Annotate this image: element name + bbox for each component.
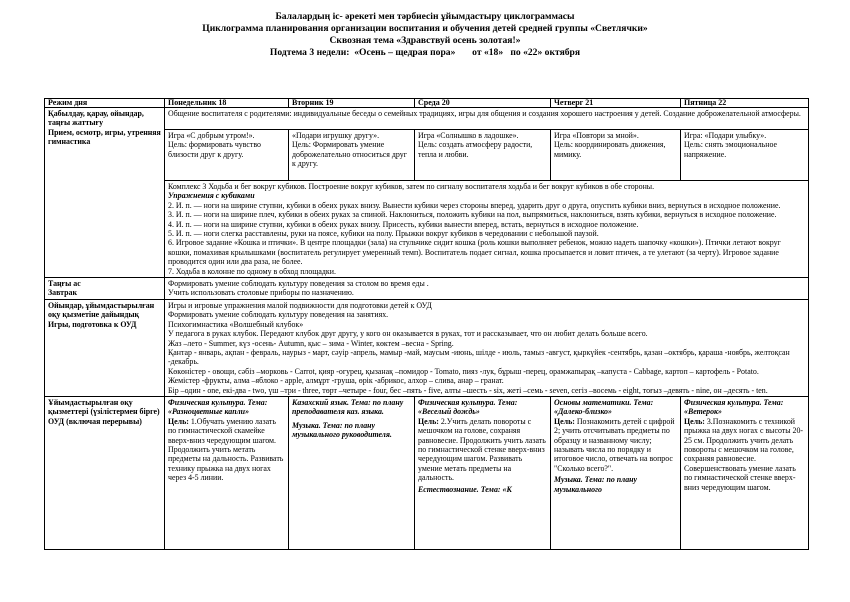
breakfast-label-ru: Завтрак	[48, 288, 78, 298]
game-name: Игра «С добрым утром!».	[168, 131, 255, 140]
prep-line: Жемістер -фрукты, алма –яблоко - apple, алмұрт -груша, өрік -абрикос, алхор – слива, анар – гранат.	[168, 376, 504, 386]
oud-monday	[165, 396, 289, 549]
oud-goal: Цель: 1.Обучать умению лазать по гимнастической скамейке вверх-вниз чередующим шагом. Продолжить учить метать предметы на дальность. Развивать технику прыжка на двух ногах через 4-5 линии.	[168, 416, 284, 483]
breakfast-cell	[165, 278, 809, 300]
breakfast-text: Формировать умение соблюдать культуру поведения за столом во время еды .	[168, 279, 429, 289]
gymnastics-step: 5. И. п. — ноги слегка расставлены, руки на поясе, кубики на полу. Прыжки вокруг кубиков в чередовании с небольшой паузой.	[168, 229, 599, 239]
col-header-friday: Пятница 22	[681, 99, 809, 108]
col-header-regime: Режим дня	[45, 99, 165, 108]
morning-game-thursday	[551, 130, 681, 181]
col-header-monday: Понедельник 18	[165, 99, 289, 108]
oud-wednesday	[415, 396, 551, 549]
prep-line: Формировать умение соблюдать культуру поведения на занятиях.	[168, 310, 389, 320]
oud-goal: Цель: 3.Познакомить с техникой прыжка на двух ногах с высоты 20-25 см. Продолжить учить делать повороты с мешочком на голове, сохраняя равновесие. Совершенствовать умение лазать по гимнастической стенке вверх-вниз чередующим шагом.	[684, 416, 804, 492]
game-goal: Цель: формировать чувство близости друг к другу.	[168, 140, 261, 159]
table-row	[45, 299, 809, 396]
title-line-2: Циклограмма планирования организации воспитания и обучения детей средней группы «Светлячки»	[202, 23, 648, 34]
oud-extra: Естествознание. Тема: «К	[418, 484, 512, 494]
preparation-cell	[165, 299, 809, 396]
prep-line: Бір –один - one, екі-два - two, үш –три - three, төрт –четыре - four, бес –пять - five, алты –шесть - six, жеті –семь - seven, сегіз –восемь - eight, тоғыз –девять - nine, он –десять - ten.	[168, 385, 768, 395]
game-name: Игра: «Подари улыбку».	[684, 131, 767, 140]
row-label-morning: Қабылдау, қарау, ойындар, таңғы жаттығу Прием, осмотр, игры, утренняя гимнастика	[45, 108, 165, 278]
morning-game-tuesday	[289, 130, 415, 181]
breakfast-text: Учить использовать столовые приборы по назначению.	[168, 288, 354, 298]
col-header-thursday: Четверг 21	[551, 99, 681, 108]
oud-title: Основы математики. Тема: «Далеко-близко»	[554, 397, 654, 417]
oud-title: Казахский язык. Тема: по плану преподавателя каз. языка.	[292, 397, 404, 417]
row-label-preparation: Ойындар, ұйымдастырылған оқу қызметіне дайындық Игры, подготовка к ОУД	[45, 299, 165, 396]
oud-goal: Цель: Познакомить детей с цифрой 2; учить отсчитывать предметы по образцу и названному числу; называть числа по порядку и итоговое число, отвечать на вопрос "Сколько всего?".	[554, 416, 675, 473]
title-line-1: Балалардың іс- әрекеті мен тәрбиесін ұйымдастыру циклограммасы	[275, 11, 575, 22]
gymnastics-step: 2. И. п. — ноги на ширине ступни, кубики в обеих руках внизу. Вынести кубики через стороны вперед, ударить друг о друга, опустить кубики вниз, вернуться в исходное положение.	[168, 200, 781, 210]
prep-line: Психогимнастика «Волшебный клубок»	[168, 319, 304, 329]
prep-line: У педагога в руках клубок. Передают клубок друг другу, у кого он оказывается в руках, тот и рассказывает, что он любит делать больше всего.	[168, 329, 648, 339]
oud-title: Физическая культура. Тема: «Разноцветные капли»	[168, 397, 268, 417]
cyclogram-table	[44, 98, 809, 550]
row-label-oud: Ұйымдастырылған оқу қызметтері (үзілістермен бірге) ОУД (включая перерывы)	[45, 396, 165, 549]
oud-goal: Цель: 2.Учить делать повороты с мешочком на голове, сохраняя равновесие. Продолжить учить лазать по гимнастической стенке вверх-вниз чередующим шагом. Развивать умение метать предметы на дальность.	[418, 416, 546, 483]
morning-game-wednesday	[415, 130, 551, 181]
title-line-3: Сквозная тема «Здравствуй осень золотая!»	[329, 35, 521, 46]
table-row	[45, 108, 809, 130]
gymnastics-subtitle: Упражнения с кубиками	[168, 191, 255, 201]
oud-title: Физическая культура. Тема: «Веселый дождь»	[418, 397, 518, 417]
col-header-tuesday: Вторник 19	[289, 99, 415, 108]
gymnastics-step: 6. Игровое задание «Кошка и птички». В центре площадки (зала) на стульчике сидит кошка (роль кошки выполняет ребенок, можно надеть шапочку «кошки»). Птички летают вокруг кошки, помахивая крылышками (воспитатель регулирует умеренный темп). Воспитатель подает сигнал, кошка просыпается и ловит птичек, а те улетают (за черту). Игровое задание проводится один или два раза, не более.	[168, 238, 781, 267]
prep-line: Жаз –лето - Summer, күз -осень- Autumn, қыс – зима - Winter, көктем –весна - Spring.	[168, 338, 454, 348]
game-name: «Подари игрушку другу».	[292, 131, 380, 140]
oud-extra: Музыка. Тема: по плану музыкального	[554, 475, 638, 494]
oud-title: Физическая культура. Тема: «Ветерок»	[684, 397, 784, 417]
title-line-4: Подтема 3 недели: «Осень – щедрая пора» от «18» по «22» октября	[269, 47, 581, 58]
gymnastics-cell	[165, 181, 809, 278]
game-goal: Цель: создать атмосферу радости, тепла и любви.	[418, 140, 533, 159]
gymnastics-step: 3. И. п. — ноги на ширине плеч, кубики в обеих руках за спиной. Наклониться, положить кубики на пол, выпрямиться, наклониться, взять кубики, вернуться в исходное положение.	[168, 210, 777, 220]
game-goal: Цель: Формировать умение доброжелательно относиться друг к другу.	[292, 140, 407, 169]
game-goal: Цель: координировать движения, мимику.	[554, 140, 666, 159]
prep-line: Игры и игровые упражнения малой подвижности для подготовки детей к ОУД	[168, 300, 432, 310]
gymnastics-intro: Комплекс 3 Ходьба и бег вокруг кубиков. Построение вокруг кубиков, затем по сигналу воспитателя ходьба и бег вокруг кубиков в обе стороны.	[168, 182, 655, 191]
table-row	[45, 396, 809, 549]
morning-common-cell: Общение воспитателя с родителями: индивидуальные беседы о семейных традициях, игры для общения и создания хорошего настроения у детей. Создание доброжелательной атмосферы.	[165, 108, 809, 130]
header-row	[45, 99, 809, 108]
game-name: Игра «Повтори за мной».	[554, 131, 639, 140]
prep-line: Қантар - январь, ақпан - февраль, наурыз - март, сәуір -апрель, мамыр -май, маусым -июнь, шілде - июль, тамыз -август, қыркүйек -сентябрь, қазан –октябрь, қараша -ноябрь, желтоқсан -декабрь.	[168, 347, 790, 367]
table-row	[45, 278, 809, 300]
oud-tuesday	[289, 396, 415, 549]
gymnastics-step: 4. И. п. — ноги на ширине ступни, кубики в обеих руках внизу. Присесть, кубики вынести вперед, встать, вернуться в исходное положение.	[168, 219, 639, 229]
oud-music: Музыка. Тема: по плану музыкального руководителя.	[292, 420, 392, 440]
prep-line: Көкөністер - овощи, сәбіз –морковь - Carrot, қияр -огурец, қызанақ –помидор - Tomato, пияз -лук, бұрыш -перец, орамжапырақ –капуста - Cabbage, картоп – картофель - Potato.	[168, 366, 759, 376]
oud-friday	[681, 396, 809, 549]
morning-game-monday	[165, 130, 289, 181]
oud-thursday	[551, 396, 681, 549]
gymnastics-step: 7. Ходьба в колонне по одному в обход площадки.	[168, 266, 336, 276]
col-header-wednesday: Среда 20	[415, 99, 551, 108]
row-label-breakfast	[45, 278, 165, 300]
breakfast-label-kz: Таңғы ас	[48, 279, 81, 289]
game-goal: Цель: снять эмоциональное напряжение.	[684, 140, 778, 159]
morning-game-friday	[681, 130, 809, 181]
game-name: Игра «Солнышко в ладошке».	[418, 131, 519, 140]
